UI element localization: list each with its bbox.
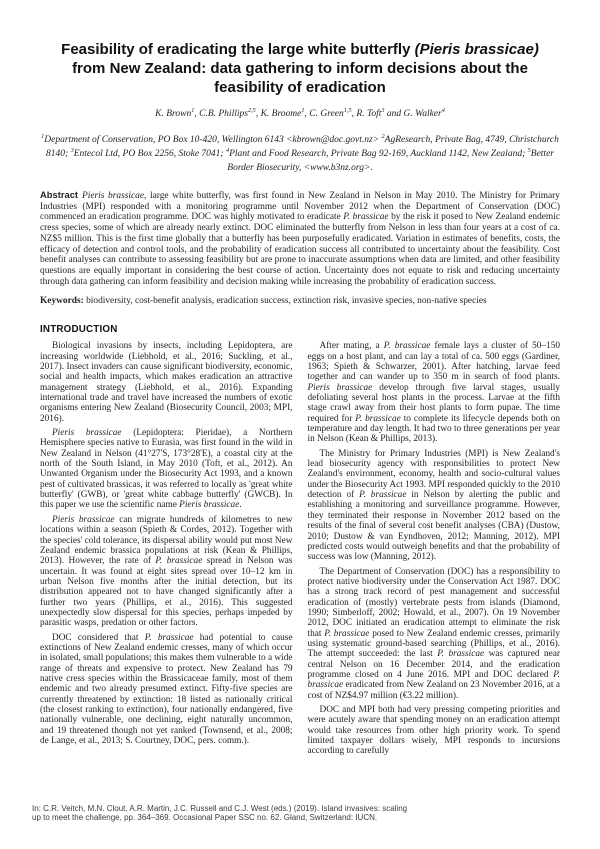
section-heading-introduction: INTRODUCTION	[40, 324, 118, 336]
paragraph: DOC and MPI both had very pressing competing priorities and were acutely aware that spending money on an eradication attempt would take resources from other high priority work. To spend limited taxpayer dollars wisely, MPI responds to incursions according to carefully	[307, 705, 560, 757]
paragraph: The Ministry for Primary Industries (MPI) is New Zealand's lead biosecurity agency with responsibilities to protect New Zealand's environment, economy, health and socio-cultural values under the Biosecurity Act 1993. MPI responded quickly to the 2010 detection of P. brassicae in Nelson by alerting the public and establishing a monitoring and surveillance programme. However, they terminated their response in November 2012 based on the results of the final of several cost benefit analyses (CBA) (Dustow, 2010; Dustow & van Eyndhoven, 2012; Manning, 2012). MPI predicted costs would outweigh benefits and that the probability of success was low (Manning, 2012).	[307, 448, 560, 563]
paragraph: DOC considered that P. brassicae had potential to cause extinctions of New Zealand endemic cresses, many of which occur in isolated, small populations; this makes them vulnerable to a wide range of threats and expensive to protect. New Zealand has 79 native cress species within the Brassicaceae family, most of them endemic and two already presumed extinct. Fifty-five species are currently threatened by extinction: 18 listed as nationally critical (the closest ranking to extinction), four nationally endangered, five nationally vulnerable, one declining, eight naturally uncommon, and 19 threatened though not yet ranked (Townsend, et al., 2008; de Lange, et al., 2013; S. Courtney, DOC, pers. comm.).	[40, 632, 293, 747]
paragraph: After mating, a P. brassicae female lays a cluster of 50–150 eggs on a host plant, and can lay a total of ca. 500 eggs (Gardiner, 1963; Spieth & Schwarzer, 2001). After hatching, larvae feed together and can wander up to 350 m in search of food plants. Pieris brassicae develop through five larval stages, usually defoliating several host plants in the process. Larvae at the fifth stage crawl away from their host plants to form pupae. The time required for P. brassicae to complete its lifecycle depends both on temperature and day length. It had two to three generations per year in Nelson (Kean & Phillips, 2013).	[307, 341, 561, 445]
body-columns	[40, 341, 560, 760]
footer-citation-line-2: up to meet the challenge, pp. 364–369. Occasional Paper SSC no. 62. Gland, Switzerland: IUCN.	[32, 813, 378, 823]
column-left	[40, 341, 293, 760]
column-right	[308, 341, 561, 760]
abstract-paragraph	[40, 190, 560, 287]
paper-title	[40, 40, 560, 97]
authors-line: K. Brown$^1$, C.B. Phillips$^{2,5}$, K. Broome$^1$, C. Green$^{1,5}$, R. Toft$^3$ and G. Walker$^4$	[155, 106, 445, 119]
paragraph: Biological invasions by insects, including Lepidoptera, are increasing worldwide (Liebhold, et al., 2016; Suckling, et al., 2017). Insect invaders can cause significant biodiversity, economic, social and health impacts, which makes eradication an attractive management strategy (Liebhold, et al., 2016). Expanding international trade and travel have increased the numbers of exotic organisms entering New Zealand (Biosecurity Council, 2003; MPI, 2016).	[40, 341, 293, 424]
footer-citation	[32, 804, 407, 823]
paper-title-line-1: Feasibility of eradicating the large white butterfly (Pieris brassicae)	[61, 41, 539, 58]
affiliations-block: $^1$Department of Conservation, PO Box 10-420, Wellington 6143 <kbrown@doc.govt.nz> $^2$AgResearch, Private Bag, 4749, Christchurch 8140; $^3$Entecol Ltd, PO Box 2256, Stoke 7041; $^4$Plant and Food Research, Private Bag 92-169, Auckland 1142, New Zealand; $^5$Better Border Biosecurity, <www.b3nz.org>.	[41, 132, 559, 173]
abstract-text: Pieris brassicae, large white butterfly, was first found in New Zealand in Nelson in May 2010. The Ministry for Primary Industries (MPI) responded with a monitoring programme until November 2012 when the Department of Conservation (DOC) commenced an eradication programme. DOC was highly motivated to eradicate P. brassicae by the risk it posed to New Zealand endemic cress species, some of which are already nearly extinct. DOC eliminated the butterfly from Nelson in less than four years at a cost of ca. NZ$5 million. This is the first time globally that a butterfly has been purposefully eradicated. Variation in estimates of benefits, costs, the efficacy of detection and control tools, and the probability of eradication success all contributed to uncertainty about the feasibility. Cost benefit analyses can contribute to assessing feasibility but are prone to inaccurate assumptions when data are limited, and other feasibility questions are equally important in considering the best course of action. Uncertainty does not equate to risk and reducing uncertainty through data gathering can inform feasibility and decision making while increasing the probability of eradication success.	[40, 191, 560, 287]
abstract-label: Abstract	[40, 189, 82, 200]
paragraph: The Department of Conservation (DOC) has a responsibility to protect native biodiversity under the Conservation Act 1987. DOC has a strong track record of pest management and successful eradication of (mostly) vertebrate pests from islands (Diamond, 1990; Simberloff, 2002; Howald, et al., 2007). On 19 November 2012, DOC initiated an eradication attempt to eliminate the risk that P. brassicae posed to New Zealand endemic cresses, primarily using systematic ground-based searching (Phillips, et al., 2016). The attempt succeeded: the last P. brassicae was captured near central Nelson on 16 December 2014, and the eradication programme closed on 4 June 2016. MPI and DOC declared P. brassicae eradicated from New Zealand on 23 November 2016, at a cost of NZ$4.97 million (€3.22 million).	[307, 566, 560, 701]
footer-citation-line-1: In: C.R. Veitch, M.N. Clout, A.R. Martin, J.C. Russell and C.J. West (eds.) (2019). Island invasives: scaling	[32, 803, 408, 813]
keywords-label: Keywords:	[40, 296, 84, 307]
keywords-text: biodiversity, cost-benefit analysis, eradication success, extinction risk, invasive species, non-native species	[83, 296, 487, 307]
paragraph: Pieris brassicae can migrate hundreds of kilometres to new locations within a season (Spieth & Cordes, 2012). Together with the species' cold tolerance, its dispersal ability would put most New Zealand endemic brassica populations at risk (Kean & Phillips, 2013). However, the rate of P. brassicae spread in Nelson was uncertain. It was found at eight sites spread over 10–12 km in urban Nelson five months after the initial detection, but its distribution appeared not to have changed significantly after a further two years (Phillips, et al., 2016). This suggested unexpectedly slow dispersal for this species, perhaps impeded by parasitic wasps, predation or other factors.	[40, 514, 293, 629]
paragraph: Pieris brassicae (Lepidoptera: Pieridae), a Northern Hemisphere species native to Eurasia, was first found in the wild in New Zealand in Nelson (41°27'S, 173°28'E), a coastal city at the north of the South Island, in May 2010 (Toft, et al., 2012). An Unwanted Organism under the Biosecurity Act 1993, and a known pest of cultivated brassicas, it was referred to locally as 'great white butterfly' (GWB), or 'great white cabbage butterfly' (GWCB). In this paper we use the scientific name Pieris brassicae.	[40, 428, 293, 511]
keywords-line	[40, 296, 560, 307]
paper-title-line-3: feasibility of eradication	[214, 79, 386, 96]
paper-title-line-2: from New Zealand: data gathering to inform decisions about the	[72, 60, 528, 77]
